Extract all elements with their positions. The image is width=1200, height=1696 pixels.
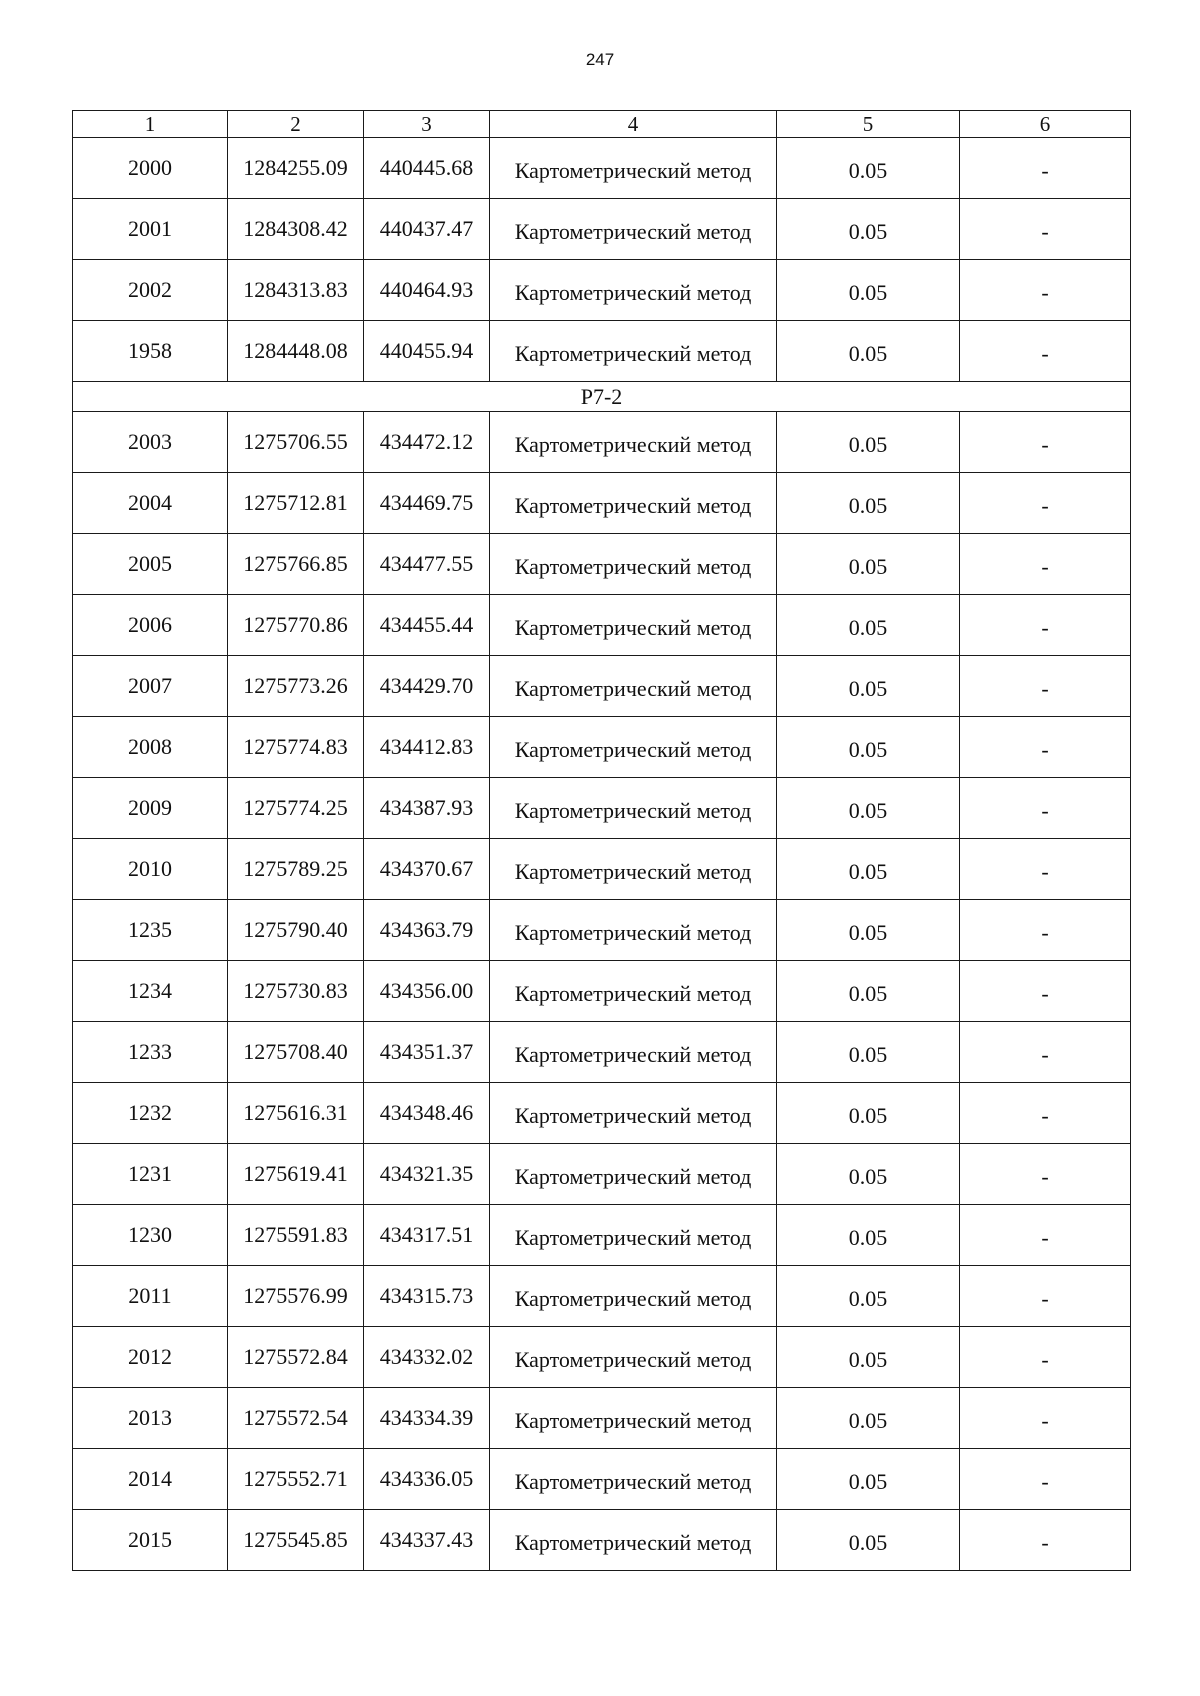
method-cell: Картометрический метод (490, 1205, 777, 1266)
note-cell: - (960, 656, 1131, 717)
x-coordinate-cell: 1284255.09 (228, 138, 364, 199)
accuracy-cell: 0.05 (777, 1327, 960, 1388)
header-row (73, 111, 1131, 138)
note-cell: - (960, 260, 1131, 321)
column-header-5: 5 (777, 111, 960, 138)
accuracy-cell: 0.05 (777, 1510, 960, 1571)
point-number-cell: 2004 (73, 473, 228, 534)
x-coordinate-cell: 1275576.99 (228, 1266, 364, 1327)
table-row (73, 199, 1131, 260)
x-coordinate-cell: 1284308.42 (228, 199, 364, 260)
coordinates-table (72, 110, 1131, 1571)
point-number-cell: 2006 (73, 595, 228, 656)
table-row (73, 412, 1131, 473)
column-header-6: 6 (960, 111, 1131, 138)
method-cell: Картометрический метод (490, 1083, 777, 1144)
note-cell: - (960, 1388, 1131, 1449)
table-row (73, 778, 1131, 839)
method-cell: Картометрический метод (490, 1510, 777, 1571)
table-row (73, 1205, 1131, 1266)
accuracy-cell: 0.05 (777, 1144, 960, 1205)
accuracy-cell: 0.05 (777, 1449, 960, 1510)
note-cell: - (960, 595, 1131, 656)
x-coordinate-cell: 1275774.83 (228, 717, 364, 778)
x-coordinate-cell: 1284313.83 (228, 260, 364, 321)
accuracy-cell: 0.05 (777, 778, 960, 839)
accuracy-cell: 0.05 (777, 839, 960, 900)
table-row (73, 1266, 1131, 1327)
x-coordinate-cell: 1275616.31 (228, 1083, 364, 1144)
point-number-cell: 2005 (73, 534, 228, 595)
y-coordinate-cell: 440455.94 (364, 321, 490, 382)
y-coordinate-cell: 434455.44 (364, 595, 490, 656)
point-number-cell: 1232 (73, 1083, 228, 1144)
table-row (73, 1022, 1131, 1083)
x-coordinate-cell: 1275552.71 (228, 1449, 364, 1510)
note-cell: - (960, 1144, 1131, 1205)
y-coordinate-cell: 434337.43 (364, 1510, 490, 1571)
method-cell: Картометрический метод (490, 656, 777, 717)
note-cell: - (960, 961, 1131, 1022)
table-row (73, 260, 1131, 321)
point-number-cell: 2009 (73, 778, 228, 839)
note-cell: - (960, 199, 1131, 260)
method-cell: Картометрический метод (490, 138, 777, 199)
method-cell: Картометрический метод (490, 1144, 777, 1205)
x-coordinate-cell: 1275789.25 (228, 839, 364, 900)
y-coordinate-cell: 440445.68 (364, 138, 490, 199)
method-cell: Картометрический метод (490, 900, 777, 961)
accuracy-cell: 0.05 (777, 961, 960, 1022)
y-coordinate-cell: 434429.70 (364, 656, 490, 717)
point-number-cell: 2000 (73, 138, 228, 199)
note-cell: - (960, 717, 1131, 778)
point-number-cell: 2010 (73, 839, 228, 900)
column-header-2: 2 (228, 111, 364, 138)
method-cell: Картометрический метод (490, 534, 777, 595)
table-row (73, 595, 1131, 656)
y-coordinate-cell: 440464.93 (364, 260, 490, 321)
table-row (73, 534, 1131, 595)
note-cell: - (960, 839, 1131, 900)
point-number-cell: 2008 (73, 717, 228, 778)
accuracy-cell: 0.05 (777, 1083, 960, 1144)
y-coordinate-cell: 434336.05 (364, 1449, 490, 1510)
point-number-cell: 2012 (73, 1327, 228, 1388)
method-cell: Картометрический метод (490, 1327, 777, 1388)
x-coordinate-cell: 1275706.55 (228, 412, 364, 473)
x-coordinate-cell: 1275545.85 (228, 1510, 364, 1571)
x-coordinate-cell: 1275730.83 (228, 961, 364, 1022)
note-cell: - (960, 138, 1131, 199)
x-coordinate-cell: 1275591.83 (228, 1205, 364, 1266)
x-coordinate-cell: 1275766.85 (228, 534, 364, 595)
table-row (73, 656, 1131, 717)
accuracy-cell: 0.05 (777, 595, 960, 656)
table-row (73, 839, 1131, 900)
table-header (73, 111, 1131, 138)
point-number-cell: 1235 (73, 900, 228, 961)
x-coordinate-cell: 1275790.40 (228, 900, 364, 961)
method-cell: Картометрический метод (490, 1449, 777, 1510)
point-number-cell: 2015 (73, 1510, 228, 1571)
column-header-3: 3 (364, 111, 490, 138)
y-coordinate-cell: 434321.35 (364, 1144, 490, 1205)
point-number-cell: 2013 (73, 1388, 228, 1449)
point-number-cell: 1231 (73, 1144, 228, 1205)
accuracy-cell: 0.05 (777, 1022, 960, 1083)
method-cell: Картометрический метод (490, 321, 777, 382)
x-coordinate-cell: 1275572.54 (228, 1388, 364, 1449)
note-cell: - (960, 412, 1131, 473)
note-cell: - (960, 1449, 1131, 1510)
y-coordinate-cell: 434334.39 (364, 1388, 490, 1449)
method-cell: Картометрический метод (490, 1266, 777, 1327)
method-cell: Картометрический метод (490, 412, 777, 473)
accuracy-cell: 0.05 (777, 199, 960, 260)
x-coordinate-cell: 1275572.84 (228, 1327, 364, 1388)
section-title: Р7-2 (73, 382, 1131, 412)
y-coordinate-cell: 434469.75 (364, 473, 490, 534)
accuracy-cell: 0.05 (777, 321, 960, 382)
accuracy-cell: 0.05 (777, 412, 960, 473)
point-number-cell: 2001 (73, 199, 228, 260)
y-coordinate-cell: 434412.83 (364, 717, 490, 778)
accuracy-cell: 0.05 (777, 656, 960, 717)
y-coordinate-cell: 440437.47 (364, 199, 490, 260)
note-cell: - (960, 1266, 1131, 1327)
table-row (73, 1327, 1131, 1388)
method-cell: Картометрический метод (490, 595, 777, 656)
accuracy-cell: 0.05 (777, 534, 960, 595)
method-cell: Картометрический метод (490, 961, 777, 1022)
point-number-cell: 1233 (73, 1022, 228, 1083)
method-cell: Картометрический метод (490, 199, 777, 260)
y-coordinate-cell: 434332.02 (364, 1327, 490, 1388)
table-row (73, 1510, 1131, 1571)
note-cell: - (960, 1327, 1131, 1388)
accuracy-cell: 0.05 (777, 717, 960, 778)
accuracy-cell: 0.05 (777, 1388, 960, 1449)
x-coordinate-cell: 1275773.26 (228, 656, 364, 717)
accuracy-cell: 0.05 (777, 260, 960, 321)
x-coordinate-cell: 1284448.08 (228, 321, 364, 382)
x-coordinate-cell: 1275712.81 (228, 473, 364, 534)
x-coordinate-cell: 1275708.40 (228, 1022, 364, 1083)
table-row (73, 138, 1131, 199)
point-number-cell: 2007 (73, 656, 228, 717)
note-cell: - (960, 473, 1131, 534)
method-cell: Картометрический метод (490, 473, 777, 534)
point-number-cell: 1958 (73, 321, 228, 382)
table-row (73, 961, 1131, 1022)
y-coordinate-cell: 434477.55 (364, 534, 490, 595)
y-coordinate-cell: 434315.73 (364, 1266, 490, 1327)
table-row (73, 1388, 1131, 1449)
point-number-cell: 1230 (73, 1205, 228, 1266)
y-coordinate-cell: 434472.12 (364, 412, 490, 473)
x-coordinate-cell: 1275770.86 (228, 595, 364, 656)
table-row (73, 1144, 1131, 1205)
accuracy-cell: 0.05 (777, 1266, 960, 1327)
note-cell: - (960, 1205, 1131, 1266)
note-cell: - (960, 1510, 1131, 1571)
section-title-row (73, 382, 1131, 412)
note-cell: - (960, 900, 1131, 961)
point-number-cell: 2002 (73, 260, 228, 321)
y-coordinate-cell: 434348.46 (364, 1083, 490, 1144)
table-row (73, 321, 1131, 382)
point-number-cell: 2003 (73, 412, 228, 473)
x-coordinate-cell: 1275619.41 (228, 1144, 364, 1205)
y-coordinate-cell: 434370.67 (364, 839, 490, 900)
note-cell: - (960, 534, 1131, 595)
table-row (73, 1083, 1131, 1144)
method-cell: Картометрический метод (490, 778, 777, 839)
y-coordinate-cell: 434363.79 (364, 900, 490, 961)
method-cell: Картометрический метод (490, 1022, 777, 1083)
accuracy-cell: 0.05 (777, 900, 960, 961)
table-row (73, 473, 1131, 534)
y-coordinate-cell: 434351.37 (364, 1022, 490, 1083)
method-cell: Картометрический метод (490, 260, 777, 321)
point-number-cell: 2011 (73, 1266, 228, 1327)
note-cell: - (960, 321, 1131, 382)
x-coordinate-cell: 1275774.25 (228, 778, 364, 839)
method-cell: Картометрический метод (490, 1388, 777, 1449)
accuracy-cell: 0.05 (777, 473, 960, 534)
column-header-4: 4 (490, 111, 777, 138)
note-cell: - (960, 1083, 1131, 1144)
note-cell: - (960, 1022, 1131, 1083)
y-coordinate-cell: 434317.51 (364, 1205, 490, 1266)
point-number-cell: 2014 (73, 1449, 228, 1510)
method-cell: Картометрический метод (490, 717, 777, 778)
table-body (73, 138, 1131, 1571)
y-coordinate-cell: 434387.93 (364, 778, 490, 839)
method-cell: Картометрический метод (490, 839, 777, 900)
column-header-1: 1 (73, 111, 228, 138)
table-row (73, 717, 1131, 778)
point-number-cell: 1234 (73, 961, 228, 1022)
accuracy-cell: 0.05 (777, 138, 960, 199)
accuracy-cell: 0.05 (777, 1205, 960, 1266)
page-number: 247 (585, 50, 615, 69)
table-row (73, 1449, 1131, 1510)
table-row (73, 900, 1131, 961)
y-coordinate-cell: 434356.00 (364, 961, 490, 1022)
note-cell: - (960, 778, 1131, 839)
